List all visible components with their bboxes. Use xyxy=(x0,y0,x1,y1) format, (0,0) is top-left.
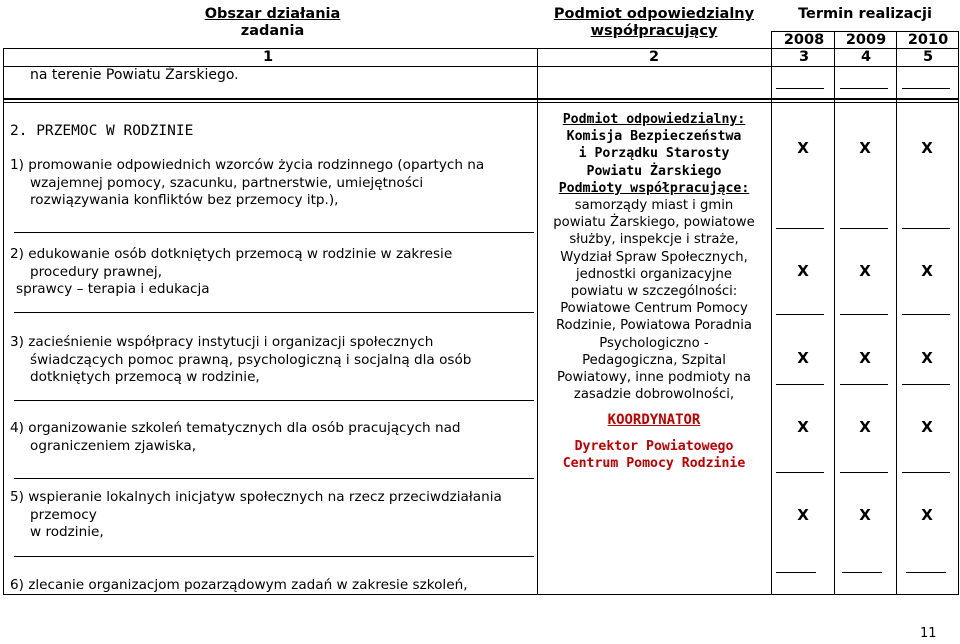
task-5-line2: przemocy xyxy=(30,506,97,523)
mark-r3-2009: X xyxy=(859,349,871,367)
mark-underline xyxy=(840,314,888,315)
mark-r4-2009: X xyxy=(859,418,871,436)
task-2 xyxy=(10,246,452,299)
mark-underline xyxy=(776,384,824,385)
mark-r4-2008: X xyxy=(797,418,809,436)
page-number: 11 xyxy=(920,626,937,641)
section-title: 2. PRZEMOC W RODZINIE xyxy=(10,123,194,139)
header-obszar-line2: zadania xyxy=(240,23,305,39)
task-2-line2: procedury prawnej, xyxy=(30,263,163,280)
mark-underline xyxy=(840,228,888,229)
task-1 xyxy=(10,157,484,210)
mark-underline xyxy=(902,314,950,315)
colnum-1: 1 xyxy=(262,49,274,65)
mark-underline xyxy=(776,572,816,573)
task-6-line1: 6) zlecanie organizacjom pozarządowym zadań w zakresie szkoleń, xyxy=(10,577,468,593)
task-4 xyxy=(10,420,461,455)
header-podmiot-line2: współpracujący xyxy=(590,23,718,39)
task-2-line1: 2) edukowanie osób dotkniętych przemocą w rodzinie w zakresie xyxy=(10,246,453,262)
coordinator-line: Centrum Pomocy Rodzinie xyxy=(562,456,746,471)
header-obszar-line1: Obszar działania xyxy=(204,6,341,22)
task-2-line3: sprawcy – terapia i edukacja xyxy=(16,281,210,297)
mark-underline xyxy=(842,572,882,573)
mark-underline xyxy=(902,384,950,385)
mark-r2-2009: X xyxy=(859,262,871,280)
row-separator xyxy=(14,478,534,479)
row-separator xyxy=(14,556,534,557)
responsible-block xyxy=(540,111,768,403)
grid-line xyxy=(3,48,4,595)
grid-line xyxy=(3,48,959,49)
grid-line xyxy=(958,31,959,595)
header-podmiot-line1: Podmiot odpowiedzialny xyxy=(553,6,755,22)
colnum-2: 2 xyxy=(648,49,660,65)
coordinator-label: KOORDYNATOR xyxy=(607,412,701,428)
cooperating-line: jednostki organizacyjne xyxy=(575,266,733,282)
task-6 xyxy=(10,577,468,595)
mark-r4-2010: X xyxy=(921,418,933,436)
prev-row-tail: na terenie Powiatu Żarskiego. xyxy=(30,67,239,83)
task-4-line1: 4) organizowanie szkoleń tematycznych dla osób pracujących nad xyxy=(10,420,461,436)
mark-r3-2008: X xyxy=(797,349,809,367)
grid-line xyxy=(3,66,959,67)
grid-line xyxy=(3,102,959,103)
mark-underline xyxy=(902,88,950,89)
mark-r5-2010: X xyxy=(921,506,933,524)
mark-r1-2008: X xyxy=(797,139,809,157)
mark-underline xyxy=(776,472,824,473)
task-3-line3: dotkniętych przemocą w rodzinie, xyxy=(30,369,260,385)
mark-underline xyxy=(902,472,950,473)
task-1-line1: 1) promowanie odpowiednich wzorców życia rodzinnego (opartych na xyxy=(10,157,485,173)
colnum-3: 3 xyxy=(798,49,810,65)
cooperating-label: Podmioty współpracujące: xyxy=(558,180,750,196)
year-2010: 2010 xyxy=(907,32,949,48)
cooperating-line: służby, inspekcje i straże, xyxy=(569,232,739,248)
mark-underline xyxy=(840,88,888,89)
task-3 xyxy=(10,334,471,387)
colnum-4: 4 xyxy=(860,49,872,65)
mark-r5-2009: X xyxy=(859,506,871,524)
responsible-line: Komisja Bezpieczeństwa xyxy=(566,129,742,145)
mark-r2-2010: X xyxy=(921,262,933,280)
cooperating-line: Powiatowe Centrum Pomocy xyxy=(560,301,748,317)
task-4-line2: ograniczeniem zjawiska, xyxy=(30,437,197,454)
mark-r1-2010: X xyxy=(921,139,933,157)
task-1-line3: rozwiązywania konfliktów bez przemocy itp.), xyxy=(30,192,339,208)
mark-underline xyxy=(906,572,946,573)
mark-r1-2009: X xyxy=(859,139,871,157)
mark-r2-2008: X xyxy=(797,262,809,280)
cooperating-line: powiatu Żarskiego, powiatowe xyxy=(553,215,755,231)
mark-r5-2008: X xyxy=(797,506,809,524)
task-5-line3: w rodzinie, xyxy=(30,524,104,540)
cooperating-line: Pedagogiczna, Szpital xyxy=(582,352,726,368)
cooperating-line: Powiatowy, inne podmioty na xyxy=(557,370,751,386)
cooperating-line: Wydział Spraw Społecznych, xyxy=(560,249,748,265)
cooperating-line: Rodzinie, Powiatowa Poradnia xyxy=(555,318,753,334)
year-2008: 2008 xyxy=(783,32,825,48)
responsible-line: i Porządku Starosty xyxy=(578,146,730,162)
mark-underline xyxy=(776,314,824,315)
grid-line xyxy=(3,98,959,100)
row-separator xyxy=(14,232,534,233)
mark-underline xyxy=(902,228,950,229)
mark-underline xyxy=(776,228,824,229)
mark-underline xyxy=(840,472,888,473)
mark-r3-2010: X xyxy=(921,349,933,367)
grid-line xyxy=(771,31,772,595)
header-termin: Termin realizacji xyxy=(798,6,932,22)
row-separator xyxy=(14,400,534,401)
task-3-line2: świadczących pomoc prawną, psychologiczną i socjalną dla osób xyxy=(30,351,472,368)
grid-line xyxy=(772,31,959,32)
task-5-line1: 5) wspieranie lokalnych inicjatyw społecznych na rzecz przeciwdziałania xyxy=(10,489,502,505)
cooperating-line: powiatu w szczególności: xyxy=(570,284,738,300)
task-5 xyxy=(10,489,502,542)
coordinator-line: Dyrektor Powiatowego xyxy=(574,439,734,454)
task-3-line1: 3) zacieśnienie współpracy instytucji i organizacji społecznych xyxy=(10,334,434,350)
cooperating-line: Psychologiczno - xyxy=(599,335,709,351)
mark-underline xyxy=(776,88,824,89)
responsible-line: Powiatu Żarskiego xyxy=(586,163,722,179)
cooperating-line: samorządy miast i gmin xyxy=(574,198,734,214)
task-1-line2: wzajemnej pomocy, szacunku, partnerstwie, umiejętności xyxy=(30,174,424,191)
mark-underline xyxy=(840,384,888,385)
responsible-label: Podmiot odpowiedzialny: xyxy=(562,112,746,127)
cooperating-line: zasadzie dobrowolności, xyxy=(573,387,735,403)
colnum-5: 5 xyxy=(922,49,934,65)
grid-line xyxy=(537,48,538,595)
row-separator xyxy=(14,312,534,313)
year-2009: 2009 xyxy=(845,32,887,48)
